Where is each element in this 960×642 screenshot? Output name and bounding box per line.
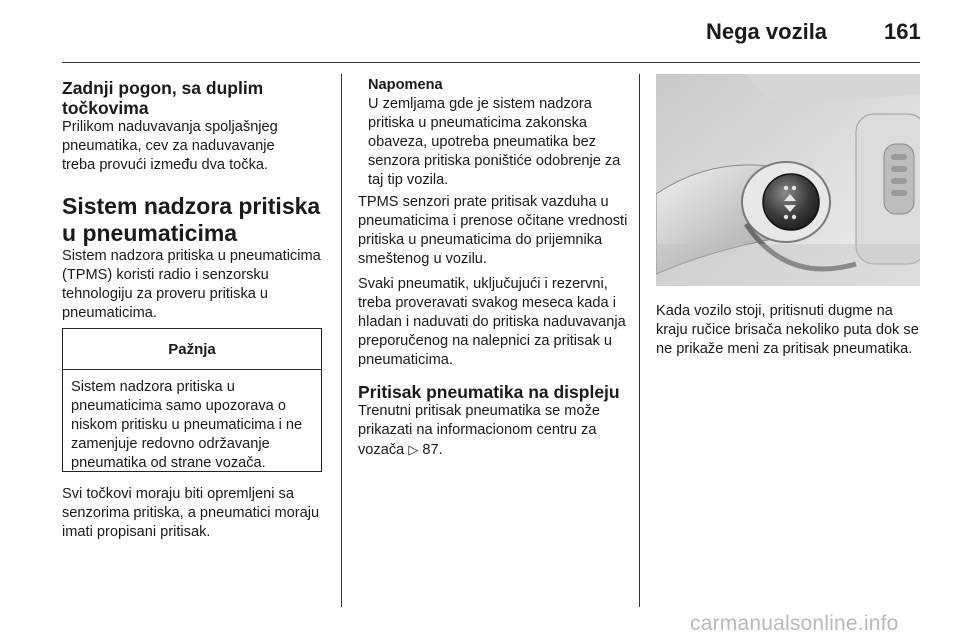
heading-display-pressure: Pritisak pneumatika na displeju — [358, 382, 620, 402]
paragraph-tpms-intro: Sistem nadzora pritiska u pneumaticima (TPMS) koristi radio i senzorsku tehnologiju za proveru pritiska u pneumaticima. — [62, 248, 321, 321]
paragraph-display-pressure — [358, 402, 628, 460]
paragraph-tpms-sensors: TPMS senzori prate pritisak vazduha u pneumaticima i prenose očitane vrednosti pritiska u pneumaticima do prijemnika smeštenog u vozilu. — [358, 194, 628, 267]
paragraph-monthly-check: Svaki pneumatik, uključujući i rezervni, treba proveravati svakog meseca kada i hladan i naduvati do pritiska naduvavanja preporučenog na nalepnici za pritisak u pneumaticima. — [358, 276, 626, 368]
heading-tpms: Sistem nadzora pritiska u pneumaticima — [62, 193, 321, 246]
left-column — [62, 78, 326, 323]
page-number: 161 — [884, 19, 921, 44]
note-title: Napomena — [368, 77, 443, 93]
warning-title: Pažnja — [63, 329, 321, 370]
page-reference-icon: ▷ — [408, 442, 419, 457]
left-column-bottom — [62, 485, 326, 542]
heading-rear-drive: Zadnji pogon, sa duplim točkovima — [62, 78, 264, 118]
note-text: U zemljama gde je sistem nadzora pritiska u pneumaticima zakonska obaveza, upotreba pneumatika bez senzora pritiska poništiće odobrenje za taj tip vozila. — [368, 96, 621, 188]
section-title: Nega vozila — [706, 19, 828, 44]
page-reference[interactable]: 87. — [422, 442, 443, 458]
display-pressure-text: Trenutni pritisak pneumatika se može prikazati na informacionom centru za vozača — [358, 403, 600, 458]
right-column — [656, 302, 924, 359]
column-divider-right — [639, 74, 640, 607]
watermark: carmanualsonline.info — [690, 612, 899, 635]
paragraph-rear-drive: Prilikom naduvavanja spoljašnjeg pneumatika, cev za naduvavanje treba provući između dva točka. — [62, 119, 278, 173]
header-divider — [62, 62, 920, 63]
wiper-lever-illustration — [656, 74, 920, 286]
warning-box — [62, 328, 322, 472]
paragraph-sensors-required: Svi točkovi moraju biti opremljeni sa senzorima pritiska, a pneumatici moraju imati propisani pritisak. — [62, 486, 320, 540]
paragraph-press-button: Kada vozilo stoji, pritisnuti dugme na kraju ručice brisača nekoliko puta dok se ne prikaže meni za pritisak pneumatika. — [656, 303, 919, 357]
middle-column — [358, 193, 628, 460]
note-block — [368, 76, 628, 190]
column-divider-left — [341, 74, 342, 607]
warning-text: Sistem nadzora pritiska u pneumaticima samo upozorava o niskom pritisku u pneumaticima i ne zamenjuje redovno održavanje pneumatika od strane vozača. — [71, 379, 303, 471]
